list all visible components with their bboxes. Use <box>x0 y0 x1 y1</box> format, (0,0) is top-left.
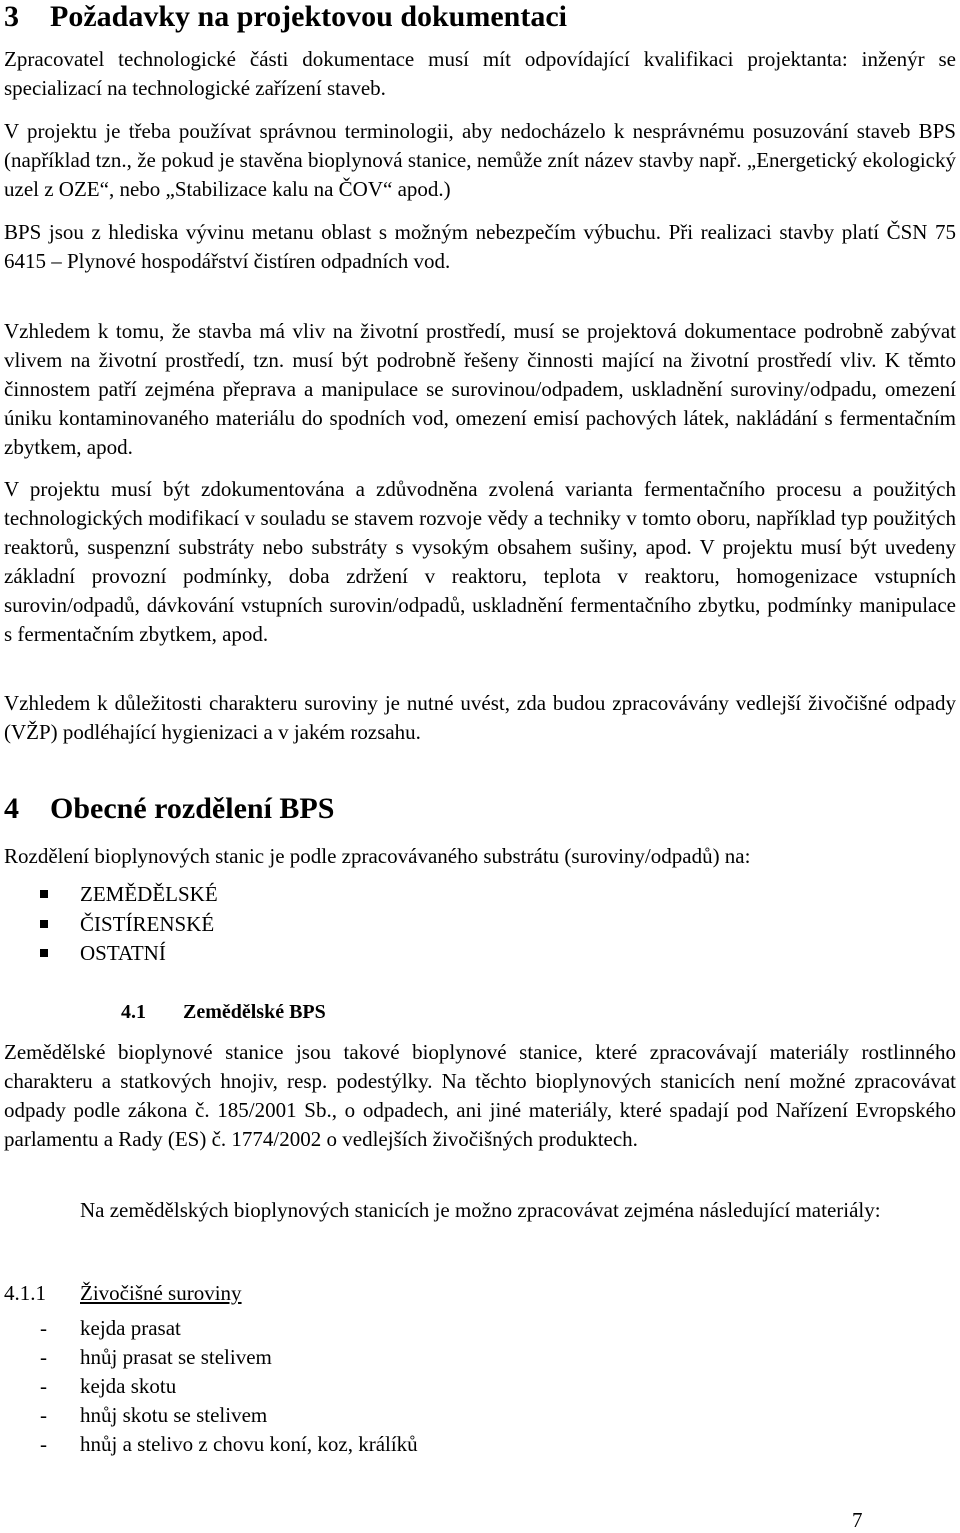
square-bullet-icon <box>40 920 48 928</box>
section-4-1-number: 4.1 <box>121 1001 146 1023</box>
section-4-number: 4 <box>4 792 19 825</box>
section-3-number: 3 <box>4 0 19 33</box>
list-item: ZEMĚDĚLSKÉ <box>40 880 218 910</box>
section-4-1-heading <box>121 998 326 1026</box>
bps-category-list <box>40 880 218 969</box>
section-4-1-1-heading <box>4 1279 242 1308</box>
animal-materials-list <box>40 1314 418 1459</box>
section-4-heading <box>4 792 334 826</box>
paragraph-division-intro: Rozdělení bioplynových stanic je podle zpracovávaného substrátu (suroviny/odpadů) na: <box>4 844 751 868</box>
paragraph-processable-materials: Na zemědělských bioplynových stanicích je možno zpracovávat zejména následující materiály: <box>80 1198 881 1222</box>
list-item: - kejda prasat <box>40 1316 181 1340</box>
list-item: - hnůj skotu se stelivem <box>40 1403 268 1427</box>
paragraph-qualification: Zpracovatel technologické části dokumentace musí mít odpovídající kvalifikaci projektanta: inženýr se specializací na technologické zařízení staveb. <box>4 47 956 100</box>
list-item: - hnůj a stelivo z chovu koní, koz, králíků <box>40 1432 418 1456</box>
section-4-1-title: Zemědělské BPS <box>183 1001 326 1023</box>
section-4-title: Obecné rozdělení BPS <box>50 792 335 825</box>
section-3-title: Požadavky na projektovou dokumentaci <box>50 0 568 33</box>
list-item: OSTATNÍ <box>40 939 218 969</box>
paragraph-fermentation: V projektu musí být zdokumentována a zdůvodněna zvolená varianta fermentačního procesu a použitých technologických modifikací v souladu se stavem rozvoje vědy a techniky v tomto oboru, například typ použitých reaktorů, suspenzní substráty nebo substráty s vysokým obsahem sušiny, apod. V projektu musí být uvedeny základní provozní podmínky, doba zdržení v reaktoru, teplota v reaktoru, homogenizace vstupních surovin/odpadů, dávkování vstupních surovin/odpadů, uskladnění fermentačního zbytku, podmínky manipulace s fermentačním zbytkem, apod. <box>4 477 956 646</box>
paragraph-byproducts: Vzhledem k důležitosti charakteru suroviny je nutné uvést, zda budou zpracovávány vedlejší živočišné odpady (VŽP) podléhající hygienizaci a v jakém rozsahu. <box>4 691 956 744</box>
square-bullet-icon <box>40 890 48 898</box>
list-item: - hnůj prasat se stelivem <box>40 1345 272 1369</box>
paragraph-terminology: V projektu je třeba používat správnou terminologii, aby nedocházelo k nesprávnému posuzování staveb BPS (například tzn., že pokud je stavěna bioplynová stanice, nemůže znít název stavby např. „Energetický ekologický uzel z OZE“, nebo „Stabilizace kalu na ČOV“ apod.) <box>4 119 956 201</box>
square-bullet-icon <box>40 949 48 957</box>
section-4-1-1-title: Živočišné suroviny <box>80 1281 242 1305</box>
list-item: ČISTÍRENSKÉ <box>40 910 218 940</box>
paragraph-environment: Vzhledem k tomu, že stavba má vliv na životní prostředí, musí se projektová dokumentace podrobně zabývat vlivem na životní prostředí, tzn. musí být podrobně řešeny činnosti mající na životní prostředí vliv. K těmto činnostem patří zejména přeprava a manipulace se surovinou/odpadem, uskladnění suroviny/odpadu, omezení úniku kontaminovaného materiálu do spodních vod, omezení emisí pachových látek, nakládání s fermentačním zbytkem, apod. <box>4 319 956 459</box>
list-item: - kejda skotu <box>40 1374 177 1398</box>
section-3-heading <box>4 0 567 34</box>
paragraph-explosion-risk: BPS jsou z hlediska vývinu metanu oblast s možným nebezpečím výbuchu. Při realizaci stavby platí ČSN 75 6415 – Plynové hospodářství čistíren odpadních vod. <box>4 220 956 273</box>
section-4-1-1-number: 4.1.1 <box>4 1281 46 1305</box>
paragraph-agricultural-bps: Zemědělské bioplynové stanice jsou takové bioplynové stanice, které zpracovávají materiály rostlinného charakteru a statkových hnojiv, resp. podestýlky. Na těchto bioplynových stanicích není možné zpracovávat odpady podle zákona č. 185/2001 Sb., o odpadech, ani jiné materiály, které spadají pod Nařízení Evropského parlamentu a Rady (ES) č. 1774/2002 o vedlejších živočišných produktech. <box>4 1040 956 1151</box>
page-number: 7 <box>852 1508 863 1532</box>
